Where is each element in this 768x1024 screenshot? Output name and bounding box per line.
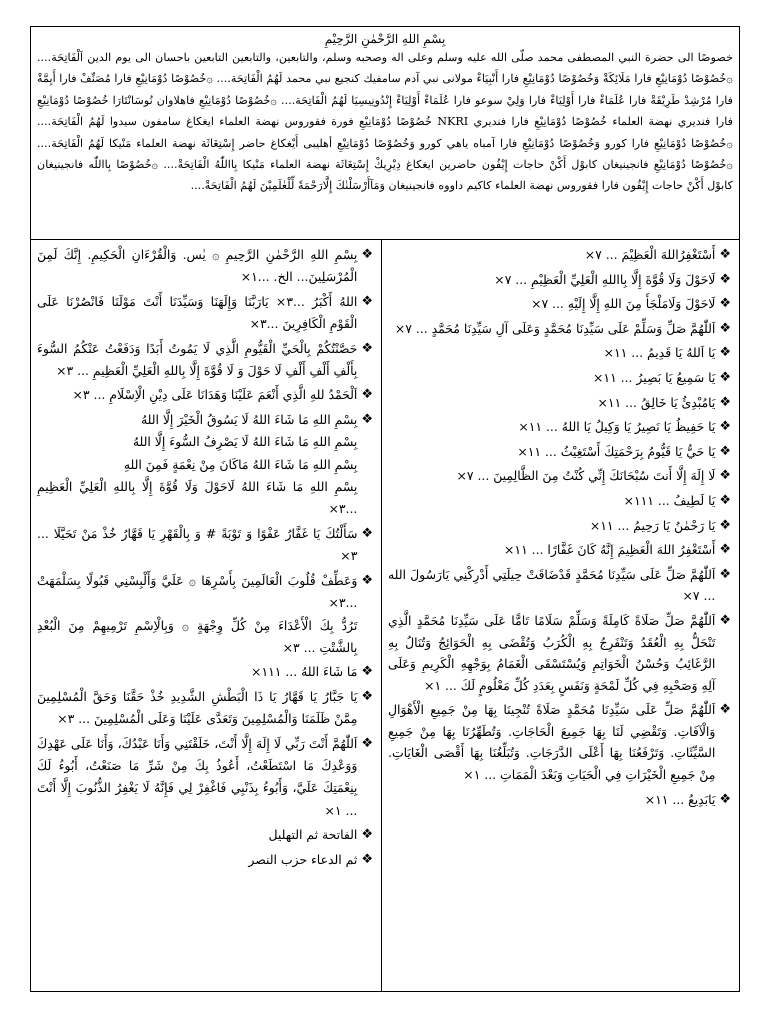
wirid-item	[388, 392, 731, 414]
diamond-bullet-icon: ❖	[719, 247, 731, 262]
wirid-line: بِسْمِ اللهِ مَا شَاءَ اللهُ لَا يَسُوقُ الْخَيْرَ إِلَّا اللهُ	[140, 411, 358, 427]
wirid-item	[388, 244, 731, 266]
wirid-text	[37, 733, 357, 823]
diamond-bullet-icon: ❖	[719, 791, 731, 807]
wirid-line: بِسْمِ اللهِ مَا شَاءَ اللهُ لَاحَوْلَ وَلَا قُوَّةَ إِلَّا بِاللهِ الْعَلِيِّ الْعَظِيمِ ...٣×	[37, 479, 358, 517]
diamond-bullet-icon: ❖	[719, 542, 731, 558]
wirid-line: مَا شَاءَ اللهُ ... ١١١×	[251, 664, 358, 680]
diamond-bullet-icon: ❖	[361, 572, 373, 588]
wirid-line: تَرُدُّ بِكَ الْأَعْدَاءَ مِنْ كُلِّ وِجْهَةٍ ۞ وَبِالْاِسْمِ تَرْمِيهِمْ مِنَ الْبُعْدِ بِالشَّتْتِ ... ٣×	[37, 617, 358, 655]
wirid-text	[37, 849, 357, 871]
right-wirid-list	[388, 244, 731, 810]
wirid-item	[388, 490, 731, 512]
dedication-header	[31, 27, 739, 240]
diamond-bullet-icon: ❖	[719, 419, 731, 435]
diamond-bullet-icon: ❖	[361, 688, 373, 704]
wirid-text: أَسْتَغْفِرُ اللهَ الْعَظِيمَ إِنَّهُ كَانَ غَفَّارًا ... ١١×	[504, 542, 716, 558]
wirid-item	[37, 384, 373, 406]
wirid-item	[388, 441, 731, 463]
diamond-bullet-icon: ❖	[361, 247, 373, 262]
diamond-bullet-icon: ❖	[719, 345, 731, 361]
wirid-text	[37, 570, 357, 660]
diamond-bullet-icon: ❖	[361, 411, 373, 427]
wirid-text: أَسْتَغْفِرُاللهَ الْعَظِيْمَ ... ٧×	[584, 247, 716, 262]
wirid-item	[388, 416, 731, 438]
diamond-bullet-icon: ❖	[719, 492, 731, 508]
wirid-item	[37, 523, 373, 568]
left-column	[31, 240, 382, 991]
wirid-text	[37, 338, 357, 383]
wirid-text: يَا حَيُّ يَا قَيُّومُ بِرَحْمَتِكَ أَسْتَغِيْثُ ... ١١×	[517, 443, 716, 459]
wirid-line: حَصَّنْتُكُمْ بِالْحَيِّ الْقَيُّومِ الَّذِي لَا يَمُوتُ أَبَدًا وَدَفَعْتُ عَنْكُمُ السُّوءَ بِأَلْفِ أَلْفِ أَلْفِ لَا حَوْلَ وَ لَا قُوَّةَ إِلَّا بِاللهِ الْعَلِيِّ الْعَظِيمِ ... ٣×	[37, 340, 358, 379]
wirid-text	[37, 384, 357, 406]
wirid-text: لَاحَوْلَ وَلَا قُوَّةَ إِلَّا بِااللهِ الْعَلِيِّ الْعَظِيْمِ ... ٧×	[494, 271, 716, 287]
wirid-text	[37, 409, 357, 521]
wirid-line: وَعَطِّفْ قُلُوبَ الْعَالَمِينَ بِأَسْرِهَا ۞ عَلَيَّ وَأَلْبِسْنِي قَبُولًا بِسَلْمَهَتْ ...٣×	[37, 572, 358, 611]
wirid-item	[388, 699, 731, 785]
dedication-paragraph: خصوصًا الى حضرة النبي المصطفى محمد صلّى الله عليه وسلم وعلى اله وصحبه وسلم، والتابعين، والتابعين التابعين باحسان الى يوم الدين اَلْفَاتِحَة.... ۞خُصُوْصًا دُوْمَانِيْعِ فارا مَلَائِكَةْ وَخُصُوْصًا دُوْمَانِيْعِ فارا أَنْبِيَاءْ مولانى نبي آدم سامفيك كنجيع نبي محمد لَهُمُ الْفَاتِحَة.... ۞خُصُوْصًا دُوْمَانِيْعِ فارا مُصَنِّفْ فارا أَيِمَّةْ فارا مُرْشِدْ طَرِيْقَةْ فارا عُلَمَاءْ فارا أَوْلِيَاءْ فارا وَلِيْ سوعو فارا عُلَمَاءْ أَوْلِيَاءْ إِنْدُونِيسِيَا لَهُمُ الْفَاتِحَة.... ۞خُصُوْصًا دُوْمَانِيْعِ فاهلاوان نُوسَانْتَارَا خُصُوْصًا دُوْمَانِيْعِ فارا فنديري نهضة العلماء خُصُوْصًا دُوْمَانِيْعِ فارا فنديري NKRI خُصُوْصًا دُوْمَانِيْعِ فورة فقوروس نهضة العلماء ايغكاغ سامفون سيدوا لَهُمُ الْفَاتِحَة.... ۞خُصُوْصًا دُوْمَانِيْعِ فارا كورو وَخُصُوْصًا دُوْمَانِيْعِ فارا آمباه ياهي كورو وَخُصُوْصًا دُوْمَانِيْعِ أهليبى أَيْغكاغ حاضر إِسْتِغَاثَة نهضة العلماء مَنْيكا لَهُمُ الْفَاتِحَة.... ۞خُصُوْصًا دُوْمَانِيْعِ فانجينيغان كابوْل أَكْنْ حاجات إِيْفُون حاضرين ايغكاغ دِيْرِيكْ إِسْتِغَاثَة نهضة العلماء مَنْيكا بِااللّٰهُ الْفَاتِحَةْ.... ۞خُصُوْصًا بِااللّٰه فانجينيغان كابوْل أَكْنْ حاجات إِيْفُون فارا فقوروس نهضة العلماء كاكيم داووه فانجينيغان وَمَآأَرْسَلْنٰكَ إِلَّارَحْمَةً لِّلْعٰلَمِيْنَ لَهُمُ الْفَاتِحَةْ....	[37, 51, 733, 193]
wirid-item	[37, 291, 373, 336]
diamond-bullet-icon: ❖	[719, 517, 731, 533]
diamond-bullet-icon: ❖	[719, 468, 731, 484]
wirid-item	[388, 318, 731, 340]
wirid-line: الفاتحة ثم التهليل	[268, 827, 358, 843]
diamond-bullet-icon: ❖	[361, 735, 373, 751]
wirid-line: اَللّٰهُمَّ أَنْتَ رَبِّي لَا إِلَهَ إِلَّا أَنْتَ، خَلَقْتَنِي وَأَنَا عَبْدُكَ، وَأَنَا عَلَى عَهْدِكَ وَوَعْدِكَ مَا اسْتَطَعْتُ، أَعُوذُ بِكَ مِنْ شَرِّ مَا صَنَعْتُ، أَبُوءُ لَكَ بِنِعْمَتِكَ عَلَيَّ، وَأَبُوءُ بِذَنْبِي فَاغْفِرْ لِي فَإِنَّهُ لَا يَغْفِرُ الذُّنُوبَ إِلَّا أَنْتَ ... ١×	[37, 735, 358, 818]
diamond-bullet-icon: ❖	[361, 387, 373, 403]
wirid-text: لَاحَوْلَ وَلَامَلْجَأَ مِنَ اللهِ إِلَّا إِلَيْهِ ... ٧×	[531, 296, 716, 312]
diamond-bullet-icon: ❖	[719, 612, 731, 628]
wirid-item	[388, 367, 731, 389]
wirid-item	[37, 338, 373, 383]
wirid-item	[37, 570, 373, 660]
wirid-item	[37, 824, 373, 846]
diamond-bullet-icon: ❖	[361, 525, 373, 541]
wirid-text	[37, 291, 357, 336]
wirid-item	[37, 686, 373, 731]
wirid-text	[37, 523, 357, 568]
diamond-bullet-icon: ❖	[361, 340, 373, 356]
wirid-item	[388, 539, 731, 561]
wirid-text: يَا حَفِيظُ يَا نَصِيرُ يَا وَكِيلُ يَا اللهُ ... ١١×	[518, 419, 716, 435]
wirid-line: يَا جَبَّارُ يَا قَهَّارُ يَا ذَا الْبَطْشِ الشَّدِيدِ خُذْ حَقَّنَا وَحَقَّ الْمُسْلِمِينَ مِمَّنْ ظَلَمَنَا وَالْمُسْلِمِينَ وَتَعَدَّى عَلَيْنَا وَعَلَى الْمُسْلِمِينَ ... ٣×	[37, 688, 358, 727]
diamond-bullet-icon: ❖	[361, 293, 373, 309]
wirid-line: سَأَلْتُكَ يَا غَفَّارُ عَفْوًا وَ تَوْبَةً # وَ بِالْقَهْرِ يَا قَهَّارُ خُذْ مَنْ تَحَيَّلَا ... ٣×	[37, 525, 358, 564]
wirid-line: اَلْحَمْدُ للهِ الَّذِي أَنْعَمَ عَلَيْنَا وَهَدَانَا عَلَى دِيْنِ الْاِسْلَامِ ... ٣×	[72, 387, 358, 403]
wirid-text: يَا رَحْمٰنُ يَا رَحِيمُ ... ١١×	[589, 517, 716, 533]
wirid-text	[37, 824, 357, 846]
left-wirid-list	[37, 244, 373, 871]
wirid-text	[37, 661, 357, 683]
wirid-item	[388, 269, 731, 291]
wirid-text: لَا إِلَهَ إِلَّا أَنتَ سُبْحَانَكَ إِنِّي كُنْتُ مِنَ الظَّالِمِينَ ... ٧×	[456, 468, 716, 484]
diamond-bullet-icon: ❖	[361, 827, 373, 843]
wirid-item	[388, 610, 731, 696]
diamond-bullet-icon: ❖	[719, 443, 731, 459]
wirid-text: يَا اَللهُ يَا قَدِيمُ ... ١١×	[603, 345, 716, 361]
diamond-bullet-icon: ❖	[719, 296, 731, 312]
diamond-bullet-icon: ❖	[719, 566, 731, 582]
diamond-bullet-icon: ❖	[719, 369, 731, 385]
wirid-item	[37, 733, 373, 823]
wirid-text: اَللّٰهُمَّ صَلِّ عَلَى سَيِّدِنَا مُحَمَّدٍ قَدْضَاقَتْ حِيلَتِي أَدْرِكْنِي يَارَسُولَ الله ... ٧×	[388, 566, 716, 604]
wirid-item	[37, 661, 373, 683]
document-page	[30, 26, 740, 992]
wirid-columns	[31, 240, 739, 991]
wirid-text	[37, 244, 357, 289]
wirid-item	[388, 789, 731, 811]
wirid-item	[37, 409, 373, 521]
wirid-line: بِسْمِ اللهِ مَا شَاءَ اللهُ لَا يَصْرِفُ السُّوءَ إِلَّا اللهُ	[132, 434, 358, 450]
wirid-line: ثم الدعاء حزب النصر	[248, 851, 358, 867]
diamond-bullet-icon: ❖	[719, 271, 731, 287]
wirid-item	[388, 465, 731, 487]
diamond-bullet-icon: ❖	[719, 394, 731, 410]
wirid-item	[37, 849, 373, 871]
diamond-bullet-icon: ❖	[719, 702, 731, 718]
diamond-bullet-icon: ❖	[719, 320, 731, 336]
wirid-item	[388, 342, 731, 364]
basmala-title: بِسْمِ اللهِ الرَّحْمٰنِ الرَّحِيْمِ	[324, 32, 446, 46]
wirid-line: اللهُ أَكْبَرُ ...٣× يَارَبَّنَا وَإِلَهَنَا وَسَيِّدَنَا أَنْتَ مَوْلَنَا فَانْصُرْنَا عَلَى الْقَوْمِ الْكَافِرِينَ ...٣×	[37, 293, 358, 332]
wirid-text	[37, 686, 357, 731]
wirid-item	[388, 293, 731, 315]
wirid-text: اَللّٰهُمَّ صَلِّ عَلَى سَيِّدِنَا مُحَمَّدٍ صَلَاةً تُنْجِينَا بِهَا مِنْ جَمِيعِ الْأَهْوَالِ وَالْآفَاتِ. وَتَقْضِي لَنَا بِهَا جَمِيعَ الْحَاجَاتِ. وَتُطَهِّرُنَا بِهَا مِنْ جَمِيعِ السَّيِّئَاتِ. وَتَرْفَعُنَا بِهَا أَعْلَى الدَّرَجَاتِ. وَتُبَلِّغُنَا بِهَا أَقْصَى الْغَايَاتِ. مِنْ جَمِيعِ الْخَيْرَاتِ فِي الْحَيَاتِ وَبَعْدَ الْمَمَاتِ ... ١×	[388, 702, 716, 783]
diamond-bullet-icon: ❖	[361, 664, 373, 680]
wirid-line: بِسْمِ اللهِ الرَّحْمٰنِ الرَّحِيمِ ۞ يٰس. وَالْقُرْءَانِ الْحَكِيمِ. إِنَّكَ لَمِنَ الْمُرْسَلِينَ... الخ. ...١×	[37, 247, 358, 285]
wirid-line: بِسْمِ اللهِ مَا شَاءَ اللهُ مَاكَانَ مِنْ نِعْمَةٍ فَمِنَ اللهِ	[123, 456, 358, 472]
wirid-text: يَابَدِيعُ ... ١١×	[644, 791, 716, 807]
right-column	[382, 240, 739, 991]
wirid-item	[37, 244, 373, 289]
wirid-item	[388, 564, 731, 607]
wirid-text: اَللّٰهُمَّ صَلِّ وَسَلِّمْ عَلَى سَيِّدِنَا مُحَمَّدٍ وَعَلَى آلِ سَيِّدِنَا مُحَمَّدٍ ... ٧×	[394, 320, 716, 336]
wirid-text: يَا لَطِيفُ ... ١١١×	[623, 492, 716, 508]
wirid-text: يَا سَمِيعُ يَا بَصِيرُ ... ١١×	[593, 369, 716, 385]
wirid-item	[388, 515, 731, 537]
wirid-text: اَللّٰهُمَّ صَلِّ صَلَاةً كَامِلَةً وَسَلِّمْ سَلَامًا تَامًّا عَلَى سَيِّدِنَا مُحَمَّدٍ الَّذِي تَنْحَلُّ بِهِ الْعُقَدُ وَتَنْفَرِجُ بِهِ الْكُرَبُ وَتُقْضَى بِهِ الْحَوَائِجُ وَتُنَالُ بِهِ الرَّغَائِبُ وَحُسْنُ الْخَوَاتِمِ وَيُسْتَسْقَى الْغَمَامُ بِوَجْهِهِ الْكَرِيمِ وَعَلَى آلِهِ وَصَحْبِهِ فِي كُلِّ لَمْحَةٍ وَنَفَسٍ بِعَدَدِ كُلِّ مَعْلُومٍ لَكَ ... ١×	[388, 612, 716, 693]
diamond-bullet-icon: ❖	[361, 851, 373, 867]
wirid-text: يَامُبْدِئُ يَا خَالِقُ ... ١١×	[597, 394, 716, 410]
